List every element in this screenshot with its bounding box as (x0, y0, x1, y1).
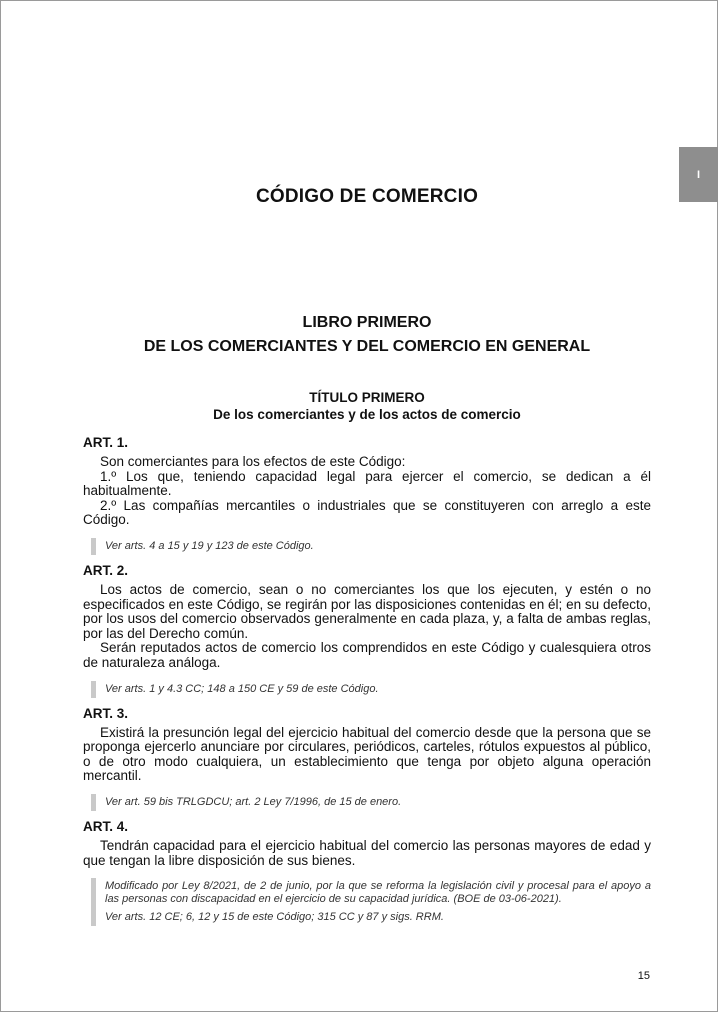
code-title: CÓDIGO DE COMERCIO (255, 186, 479, 207)
book-heading-line2: DE LOS COMERCIANTES Y DEL COMERCIO EN GENERAL (143, 338, 591, 355)
article-paragraph: Tendrán capacidad para el ejercicio habitual del comercio las personas mayores de edad y que tengan la libre disposición de sus bienes. (83, 837, 651, 868)
note-line: Ver arts. 1 y 4.3 CC; 148 a 150 CE y 59 de este Código. (105, 682, 379, 695)
chapter-tab-label: I (696, 168, 701, 181)
page-number: 15 (637, 970, 650, 982)
article-paragraph: Existirá la presunción legal del ejercicio habitual del comercio desde que la persona que se proponga ejercerlo anunciare por circulares, periódicos, carteles, rótulos expuestos al público, o de otro modo cualquiera, un establecimiento que tenga por objeto alguna operación mercantil. (83, 724, 651, 784)
article-heading: ART. 3. (83, 705, 129, 721)
note-line: Ver arts. 4 a 15 y 19 y 123 de este Código. (105, 539, 314, 552)
article-note (91, 538, 651, 555)
article-paragraph: Serán reputados actos de comercio los comprendidos en este Código y cualesquiera otros de naturaleza análoga. (83, 640, 651, 670)
article-2 (83, 563, 651, 698)
article-heading: ART. 1. (83, 435, 129, 450)
book-heading-line1: LIBRO PRIMERO (302, 314, 432, 331)
title-heading (0, 389, 718, 423)
title-heading-line2: De los comerciantes y de los actos de comercio (213, 407, 521, 422)
article-note (91, 681, 651, 698)
article-4 (83, 819, 651, 926)
article-paragraph: 1.º Los que, teniendo capacidad legal para ejercer el comercio, se dedican a él habitualmente. (83, 468, 651, 499)
article-1 (83, 435, 651, 555)
note-line: Modificado por Ley 8/2021, de 2 de junio, por la que se reforma la legislación civil y procesal para el apoyo a las personas con discapacidad en el ejercicio de su capacidad jurídica. (BOE de 03-06-2021). (105, 880, 651, 906)
note-line: Ver arts. 12 CE; 6, 12 y 15 de este Código; 315 CC y 87 y sigs. RRM. (105, 911, 444, 924)
article-3 (83, 706, 651, 811)
article-heading: ART. 4. (83, 818, 129, 834)
article-note (91, 878, 651, 926)
article-paragraph: Son comerciantes para los efectos de este Código: (100, 454, 406, 469)
articles-body (83, 435, 651, 934)
article-paragraph: Los actos de comercio, sean o no comerciantes los que los ejecuten, y estén o no especificados en este Código, se regirán por las disposiciones contenidas en él; en su defecto, por los usos del comercio observados generalmente en cada plaza, y, a falta de ambas reglas, por las del Derecho común. (83, 581, 651, 641)
article-heading: ART. 2. (83, 562, 129, 578)
article-note (91, 794, 651, 811)
note-line: Ver art. 59 bis TRLGDCU; art. 2 Ley 7/1996, de 15 de enero. (105, 795, 402, 808)
title-heading-line1: TÍTULO PRIMERO (309, 390, 425, 405)
article-paragraph: 2.º Las compañías mercantiles o industriales que se constituyeren con arreglo a este Código. (83, 497, 651, 528)
book-heading (0, 311, 718, 359)
